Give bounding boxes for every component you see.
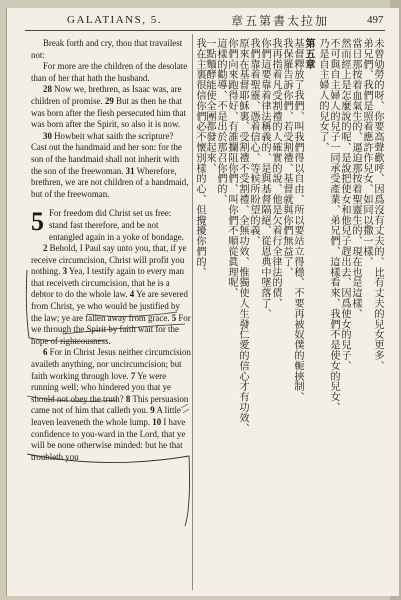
chinese-line: 我在主裏很信你們必不懷別樣的心、但攪擾你們的、	[194, 38, 205, 278]
chapter-heading-chinese: 第五章	[303, 38, 315, 70]
chinese-line: 一點麵酵能使全團都發起來、	[204, 38, 215, 174]
verse-text: Break forth and cry, thou that travailest not:	[31, 38, 183, 60]
verse-number: 30	[43, 130, 52, 141]
verse-number: 31	[125, 165, 135, 176]
verse-number: 5	[171, 312, 177, 323]
page-header	[7, 12, 399, 32]
verse-text: 2 Behold, I Paul say unto you, that, if ye receive circumcision, Christ will profit you nothing. 3 Yea, I testify again to every man that receiveth circumcision, that he is a debtor to do the whole law. 4 Ye are severed from Christ, ye who would be justified by the law; ye are fallen away from grace. 5 For we through the Spirit by faith wait for the hope of righteousness.	[31, 243, 191, 346]
verse-number: 28	[43, 84, 52, 95]
verse-number: 10	[152, 417, 162, 427]
verse-number: 3	[62, 266, 67, 277]
chapter-5-start: 5 For freedom did Christ set us free: stand fast therefore, and be not entangled again in a yoke of bondage.	[31, 207, 184, 242]
chinese-line: 然而經上是怎麼說的呢、是說把使女和他兒子趕出去、因爲使女的兒子、	[339, 38, 350, 371]
chinese-line: 未曾劬勞的呀、你要高聲歡呼、因爲沒有丈夫的、比有丈夫的兒女更多、	[372, 38, 383, 371]
chinese-line: 這樣的勸導、不是出於那召你們的、	[215, 38, 226, 205]
verse-number: 9	[150, 405, 155, 416]
verse-number: 2	[43, 243, 48, 254]
book-title-english: GALATIANS, 5.	[67, 14, 162, 26]
bible-page	[6, 8, 399, 596]
verse-number: 29	[104, 95, 114, 106]
chinese-line: 乃是自主婦人的兒女了、	[317, 38, 328, 153]
chinese-line: 你們向來跑得好、有誰攔阻你們、叫你們不順從眞理呢、	[226, 38, 237, 298]
chinese-line: 不可與自主婦人的兒子一同承受產業、弟兄們、這樣看來、我們不是使女的兒女、	[328, 38, 339, 413]
chapter-number: 5	[31, 207, 44, 237]
chinese-line: 我再指着凡受割禮的人確實的說、他是欠着行全律法的債、	[270, 38, 281, 309]
chinese-column	[194, 38, 383, 590]
header-rule	[25, 30, 385, 31]
verse-number: 7	[130, 370, 136, 381]
english-column	[31, 38, 191, 593]
chinese-line: 基督釋放了我們、叫我們得以自由、所以要站立得穩、不要再被奴僕的軛挾制、	[292, 38, 303, 402]
verse-text: 30 Howbeit what saith the scripture? Cast out the handmaid and her son: for the son of the handmaid shall not inherit with the son of the freewoman. 31 Wherefore, brethren, we are not children of a handmaid, but of the freewoman.	[31, 130, 189, 199]
verse-number: 8	[125, 393, 131, 404]
chinese-line: 原來在基督耶穌裏、受割禮不受割禮、全無功效、惟獨使人生發仁愛的信心才有功效、	[237, 38, 248, 434]
chinese-line: 弟兄們、我們是照着應許作兒女、如同以撒一樣、	[361, 38, 372, 267]
chinese-line: 我們靠着聖靈、憑着信心、等候所盼望的義、	[248, 38, 259, 246]
verse-number: 4	[129, 289, 135, 300]
verse-number: 6	[43, 347, 48, 358]
verse-text: For more are the children of the desolate than of her that hath the husband.	[31, 61, 188, 83]
chinese-line: 當日那按着血氣生的、逼迫那按着聖靈生的、現在也是這樣、	[350, 38, 361, 319]
book-title-chinese: 章五第書太拉加	[231, 14, 330, 28]
page-number: 497	[367, 14, 384, 26]
verse-text: 6 For in Christ Jesus neither circumcision availeth anything, nor uncircumcision; but faith working through love. 7 Ye were running well; who hindered you that ye should not obey the truth? 8 This persuasion came not of him that calleth you. 9 A little leaven leaveneth the whole lump. 10 I have confidence to you-ward in the Lord, that ye will be none otherwise minded: but he that troubleth you	[31, 347, 191, 462]
chinese-line: 我保羅告訴你們、若受割禮、基督就與你們無益了、	[281, 38, 292, 278]
verse-text: 28 Now we, brethren, as Isaac was, are children of promise. 29 But as then he that was born after the flesh persecuted him that was born after the Spirit, so also it is now.	[31, 84, 187, 130]
chinese-line: 你們這要靠着律法稱義的、是與基督隔絕、從恩典中墜落了、	[259, 38, 270, 319]
